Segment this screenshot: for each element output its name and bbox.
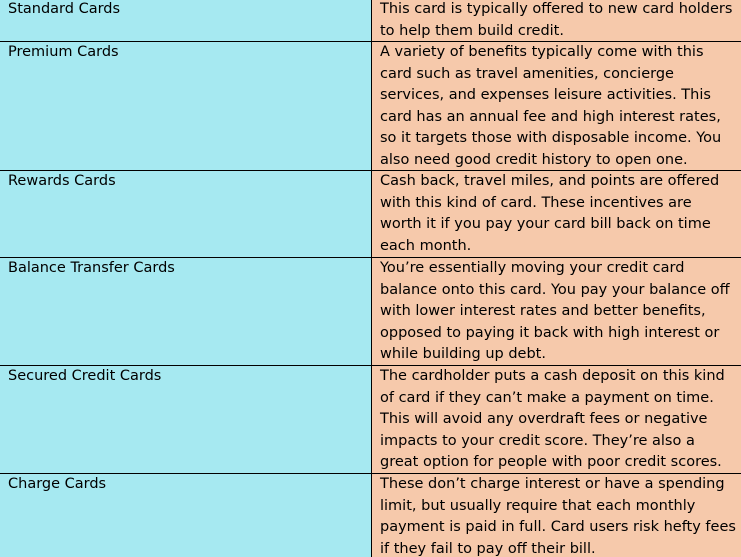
card-type-name: Standard Cards bbox=[0, 0, 372, 41]
table-row bbox=[0, 474, 741, 557]
table-row bbox=[0, 0, 741, 41]
table-row bbox=[0, 258, 741, 365]
table-row bbox=[0, 171, 741, 257]
card-type-description: The cardholder puts a cash deposit on this kind of card if they can’t make a payment on time. This will avoid any overdraft fees or negative impacts to your credit score. They’re also a great option for people with poor credit scores. bbox=[372, 366, 741, 473]
card-type-name: Rewards Cards bbox=[0, 171, 372, 257]
card-type-name: Balance Transfer Cards bbox=[0, 258, 372, 365]
card-type-description: You’re essentially moving your credit card balance onto this card. You pay your balance off with lower interest rates and better benefits, opposed to paying it back with high interest or while building up debt. bbox=[372, 258, 741, 365]
table-row bbox=[0, 366, 741, 473]
table-row bbox=[0, 42, 741, 170]
card-type-description: These don’t charge interest or have a spending limit, but usually require that each monthly payment is paid in full. Card users risk hefty fees if they fail to pay off their bill. bbox=[372, 474, 741, 557]
card-type-description: Cash back, travel miles, and points are offered with this kind of card. These incentives are worth it if you pay your card bill back on time each month. bbox=[372, 171, 741, 257]
card-type-description: This card is typically offered to new card holders to help them build credit. bbox=[372, 0, 741, 41]
card-type-name: Premium Cards bbox=[0, 42, 372, 170]
card-type-name: Charge Cards bbox=[0, 474, 372, 557]
card-type-name: Secured Credit Cards bbox=[0, 366, 372, 473]
card-type-description: A variety of benefits typically come with this card such as travel amenities, concierge services, and expenses leisure activities. This card has an annual fee and high interest rates, so it targets those with disposable income. You also need good credit history to open one. bbox=[372, 42, 741, 170]
